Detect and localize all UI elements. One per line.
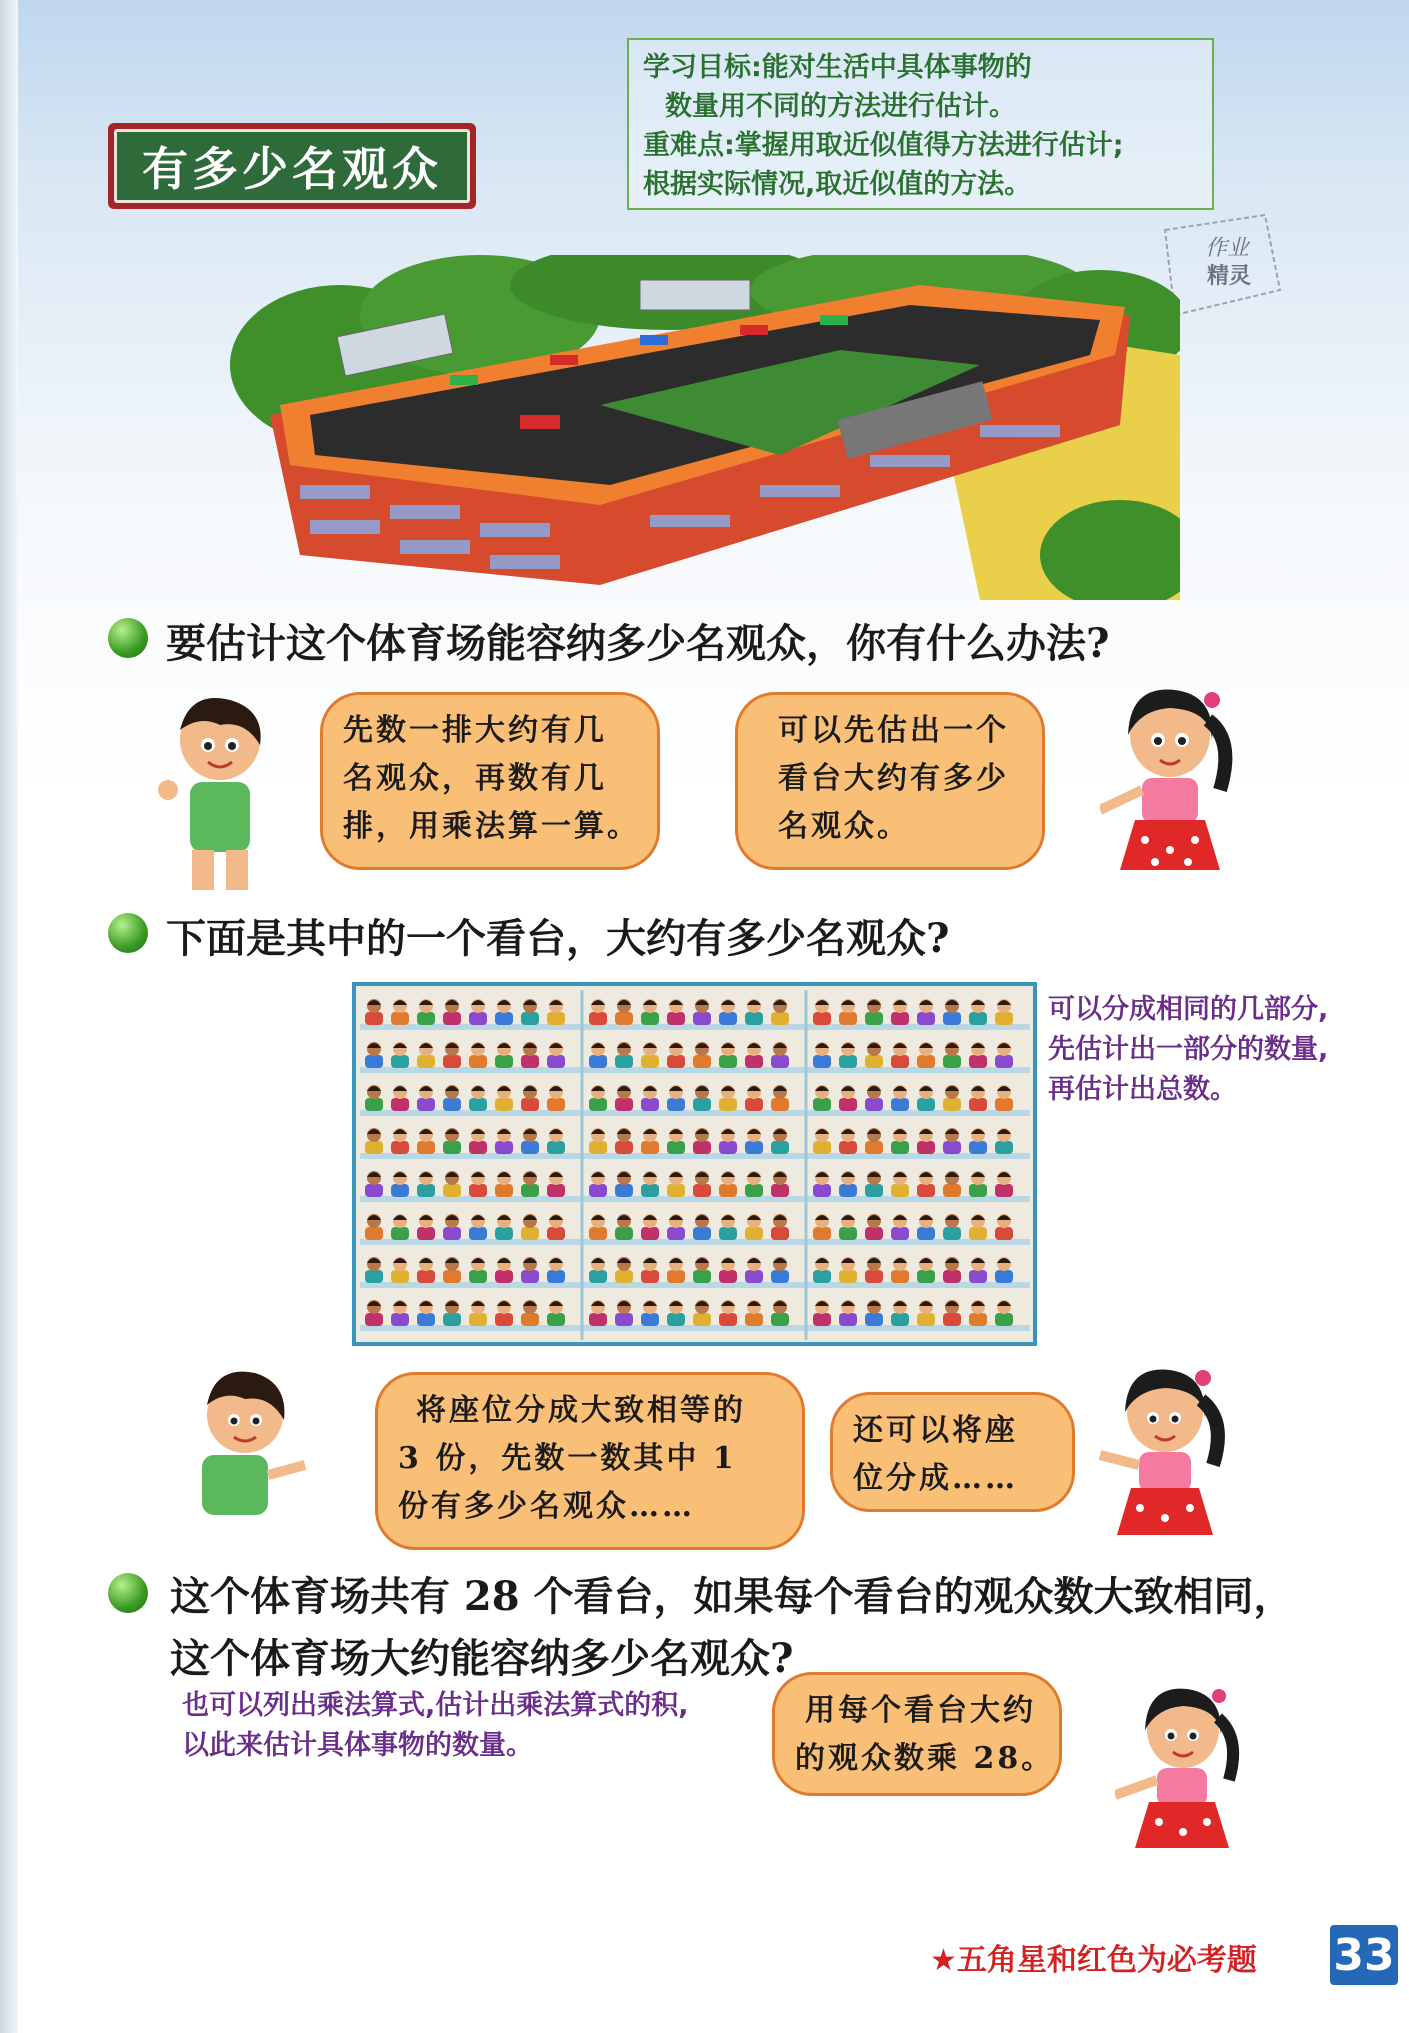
girl-character-2 <box>1095 1360 1235 1550</box>
side-note-line-1: 可以分成相同的几部分, <box>1048 994 1329 1025</box>
tip-note <box>182 1686 689 1766</box>
bubble-1-line-1: 先数一排大约有几 <box>343 713 607 748</box>
side-note-line-2: 先估计出一部分的数量, <box>1048 1034 1329 1065</box>
grandstand-seating-picture <box>352 982 1037 1346</box>
side-note <box>1048 990 1328 1110</box>
stamp-text-2: 精灵 <box>1207 263 1252 289</box>
girl-character-1 <box>1100 680 1240 890</box>
speech-bubble-5 <box>772 1672 1062 1796</box>
bubble-5-line-2: 的观众数乘 28。 <box>795 1741 1055 1776</box>
page-number: 33 <box>1330 1925 1398 1985</box>
bubble-3-line-3: 份有多少名观众…… <box>398 1489 695 1524</box>
bullet-3-icon <box>108 1573 148 1613</box>
question-3 <box>170 1566 1294 1690</box>
question-3-line-1: 这个体育场共有 28 个看台，如果每个看台的观众数大致相同， <box>170 1573 1294 1620</box>
bubble-1-line-2: 名观众，再数有几 <box>343 761 607 796</box>
tip-note-line-2: 以此来估计具体事物的数量。 <box>182 1730 533 1761</box>
bubble-3-line-1: 将座位分成大致相等的 <box>416 1393 746 1428</box>
speech-bubble-3 <box>375 1372 805 1550</box>
speech-bubble-2 <box>735 692 1045 870</box>
title-plaque <box>108 123 476 209</box>
goals-line-2: 数量用不同的方法进行估计。 <box>665 91 1016 122</box>
question-3-line-2: 这个体育场大约能容纳多少名观众? <box>170 1635 794 1682</box>
bullet-1-icon <box>108 618 148 658</box>
bubble-1-line-3: 排，用乘法算一算。 <box>343 809 640 844</box>
bubble-4-line-1: 还可以将座 <box>853 1413 1018 1448</box>
bubble-2-line-3: 名观众。 <box>778 809 910 844</box>
bubble-5-line-1: 用每个看台大约 <box>805 1693 1036 1728</box>
goals-line-1: 学习目标:能对生活中具体事物的 <box>643 52 1032 83</box>
must-test-note: ★五角星和红色为必考题 <box>930 1943 1257 1978</box>
speech-bubble-1 <box>320 692 660 870</box>
boy-character-1 <box>150 690 280 890</box>
girl-character-3 <box>1115 1680 1245 1860</box>
stamp-text-1: 作业 <box>1205 236 1250 261</box>
stadium-illustration <box>220 255 1180 600</box>
question-1: 要估计这个体育场能容纳多少名观众，你有什么办法? <box>166 620 1110 667</box>
bullet-2-icon <box>108 913 148 953</box>
bubble-3-line-2: 3 份，先数一数其中 1 <box>398 1441 737 1476</box>
bubble-2-line-1: 可以先估出一个 <box>778 713 1009 748</box>
question-2: 下面是其中的一个看台，大约有多少名观众? <box>166 915 950 962</box>
goals-line-4: 根据实际情况,取近似值的方法。 <box>643 169 1032 200</box>
goals-line-3: 重难点:掌握用取近似值得方法进行估计; <box>643 130 1124 161</box>
learning-goals-box <box>627 38 1214 210</box>
side-note-line-3: 再估计出总数。 <box>1048 1074 1237 1105</box>
speech-bubble-4 <box>830 1392 1075 1512</box>
boy-character-2 <box>180 1365 310 1525</box>
tip-note-line-1: 也可以列出乘法算式,估计出乘法算式的积, <box>182 1690 689 1721</box>
page-edge <box>0 0 18 2033</box>
page-title: 有多少名观众 <box>114 129 470 203</box>
bubble-4-line-2: 位分成…… <box>853 1461 1018 1496</box>
bubble-2-line-2: 看台大约有多少 <box>778 761 1009 796</box>
